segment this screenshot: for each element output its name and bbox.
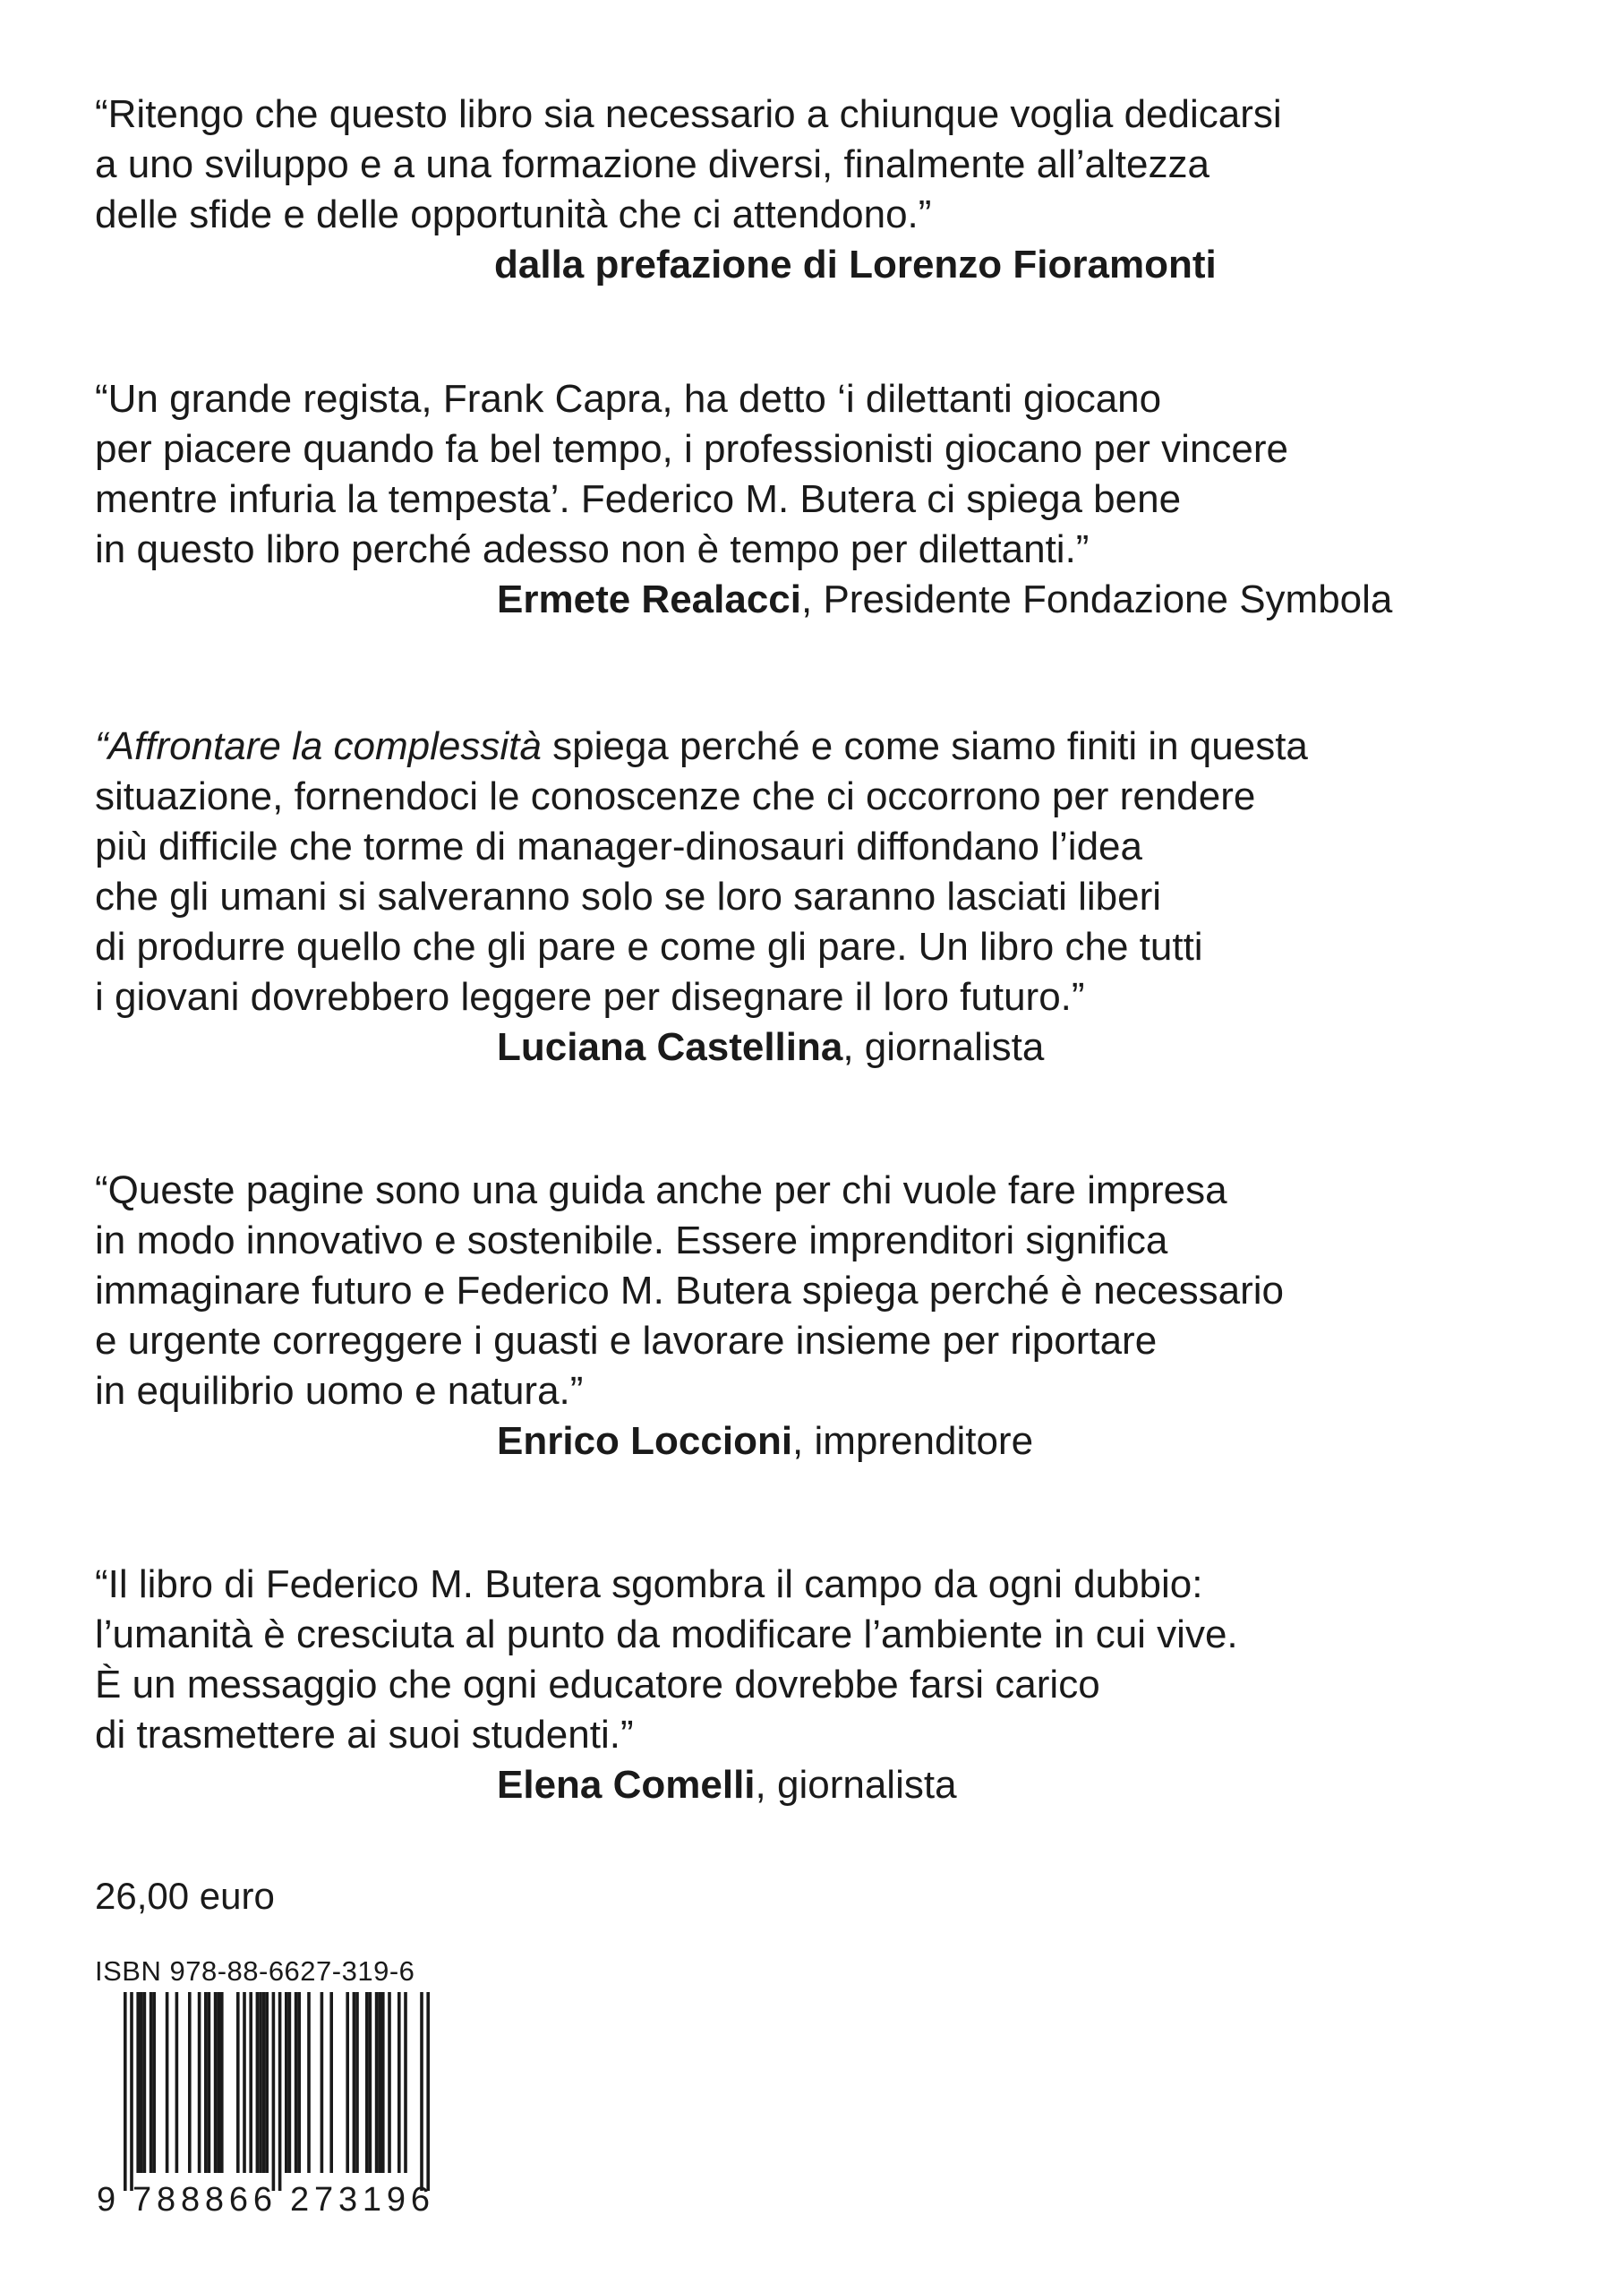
blurb-author: Elena Comelli <box>497 1763 756 1807</box>
barcode-bar <box>278 1992 282 2191</box>
barcode-bar <box>214 1992 218 2173</box>
barcode-bar <box>243 1992 246 2173</box>
barcode-bar <box>198 1992 201 2173</box>
barcode-bar <box>236 1992 240 2173</box>
barcode-bar <box>353 1992 356 2173</box>
barcode-bar <box>355 1992 359 2173</box>
blurb-castellina <box>95 722 1563 1073</box>
barcode-bar <box>378 1992 381 2173</box>
blurb-quote: “Affrontare la complessità spiega perché e come siamo finiti in questa situazione, fornendoci le conoscenze che ci occorrono per rendere più difficile che torme di manager-dinosauri diffondano l’idea che gli umani si salveranno solo se loro saranno lasciati liberi di produrre quello che gli pare e come gli pare. Un libro che tutti i giovani dovrebbero leggere per disegnare il loro futuro.” <box>95 724 1308 1019</box>
blurb-quote: “Queste pagine sono una guida anche per chi vuole fare impresa in modo innovativo e sostenibile. Essere imprenditori significa immaginare futuro e Federico M. Butera spiega perché è necessario e urgente correggere i guasti e lavorare insieme per riportare in equilibrio uomo e natura.” <box>95 1168 1285 1413</box>
barcode <box>95 1992 449 2216</box>
barcode-bar <box>321 1992 324 2173</box>
blurb-attribution <box>95 1760 1563 1810</box>
price: 26,00 euro <box>95 1875 275 1917</box>
barcode-bar <box>420 1992 423 2191</box>
barcode-digit-first: 9 <box>97 2181 116 2216</box>
barcode-bar <box>369 1992 372 2173</box>
blurb-author: Ermete Realacci <box>497 577 801 621</box>
barcode-bar <box>426 1992 430 2191</box>
blurb-author: Enrico Loccioni <box>497 1419 793 1463</box>
barcode-bar <box>295 1992 298 2173</box>
barcode-bar <box>259 1992 262 2173</box>
blurb-quote: “Un grande regista, Frank Capra, ha detto ‘i dilettanti giocano per piacere quando fa bel tempo, i professionisti giocano per vincere mentre infuria la tempesta’. Federico M. Butera ci spiega bene in questo libro perché adesso non è tempo per dilettanti.” <box>95 377 1289 571</box>
barcode-bar <box>397 1992 401 2173</box>
barcode-bar <box>272 1992 276 2191</box>
barcode-bar <box>256 1992 260 2173</box>
barcode-bar <box>297 1992 301 2173</box>
barcode-bar <box>204 1992 208 2173</box>
blurb-role: , Presidente Fondazione Symbola <box>801 577 1393 621</box>
isbn: ISBN 978-88-6627-319-6 <box>95 1955 415 1987</box>
barcode-bar <box>152 1992 156 2173</box>
barcode-digits-right: 273196 <box>290 2181 430 2216</box>
barcode-bar <box>124 1992 127 2191</box>
blurb-role: , giornalista <box>755 1763 957 1807</box>
barcode-bar <box>346 1992 349 2173</box>
barcode-bar <box>285 1992 288 2173</box>
barcode-bar <box>140 1992 143 2173</box>
barcode-bar <box>217 1992 220 2173</box>
barcode-bars <box>124 1992 430 2191</box>
blurb-author: dalla prefazione di Lorenzo Fioramonti <box>494 243 1217 286</box>
blurb-attribution <box>95 1022 1563 1073</box>
barcode-bar <box>150 1992 153 2173</box>
barcode-bar <box>249 1992 252 2173</box>
barcode-bar <box>388 1992 391 2173</box>
barcode-bar <box>220 1992 224 2173</box>
barcode-bar <box>262 1992 266 2173</box>
blurb-fioramonti <box>95 90 1563 290</box>
barcode-bar <box>166 1992 169 2173</box>
barcode-bar <box>265 1992 269 2173</box>
blurb-role: , giornalista <box>842 1025 1045 1069</box>
blurb-quote: “Ritengo che questo libro sia necessario a chiunque voglia dedicarsi a uno sviluppo e a una formazione diversi, finalmente all’altezza delle sfide e delle opportunità che ci attendono.” <box>95 92 1282 236</box>
barcode-bar <box>288 1992 292 2173</box>
barcode-bar <box>208 1992 211 2173</box>
barcode-bar <box>143 1992 147 2173</box>
barcode-digits-left: 788866 <box>132 2181 272 2216</box>
blurb-attribution <box>95 575 1563 625</box>
blurb-comelli <box>95 1560 1563 1810</box>
barcode-bar <box>307 1992 311 2173</box>
barcode-bar <box>130 1992 133 2191</box>
blurb-realacci <box>95 374 1563 625</box>
barcode-bar <box>136 1992 140 2173</box>
barcode-bar <box>365 1992 369 2173</box>
barcode-bar <box>188 1992 192 2173</box>
book-title-italic: “Affrontare la complessità <box>95 724 542 768</box>
barcode-bar <box>375 1992 379 2173</box>
barcode-bar <box>329 1992 333 2173</box>
barcode-bar <box>381 1992 385 2173</box>
barcode-bar <box>175 1992 179 2173</box>
blurb-loccioni <box>95 1166 1563 1467</box>
blurb-quote: “Il libro di Federico M. Butera sgombra il campo da ogni dubbio: l’umanità è cresciuta al punto da modificare l’ambiente in cui vive. È un messaggio che ogni educatore dovrebbe farsi carico di trasmettere ai suoi studenti.” <box>95 1562 1238 1757</box>
blurb-attribution <box>95 1416 1563 1467</box>
blurb-role: , imprenditore <box>792 1419 1034 1463</box>
barcode-bar <box>404 1992 407 2173</box>
blurb-author: Luciana Castellina <box>497 1025 843 1069</box>
blurb-attribution <box>95 240 1563 290</box>
